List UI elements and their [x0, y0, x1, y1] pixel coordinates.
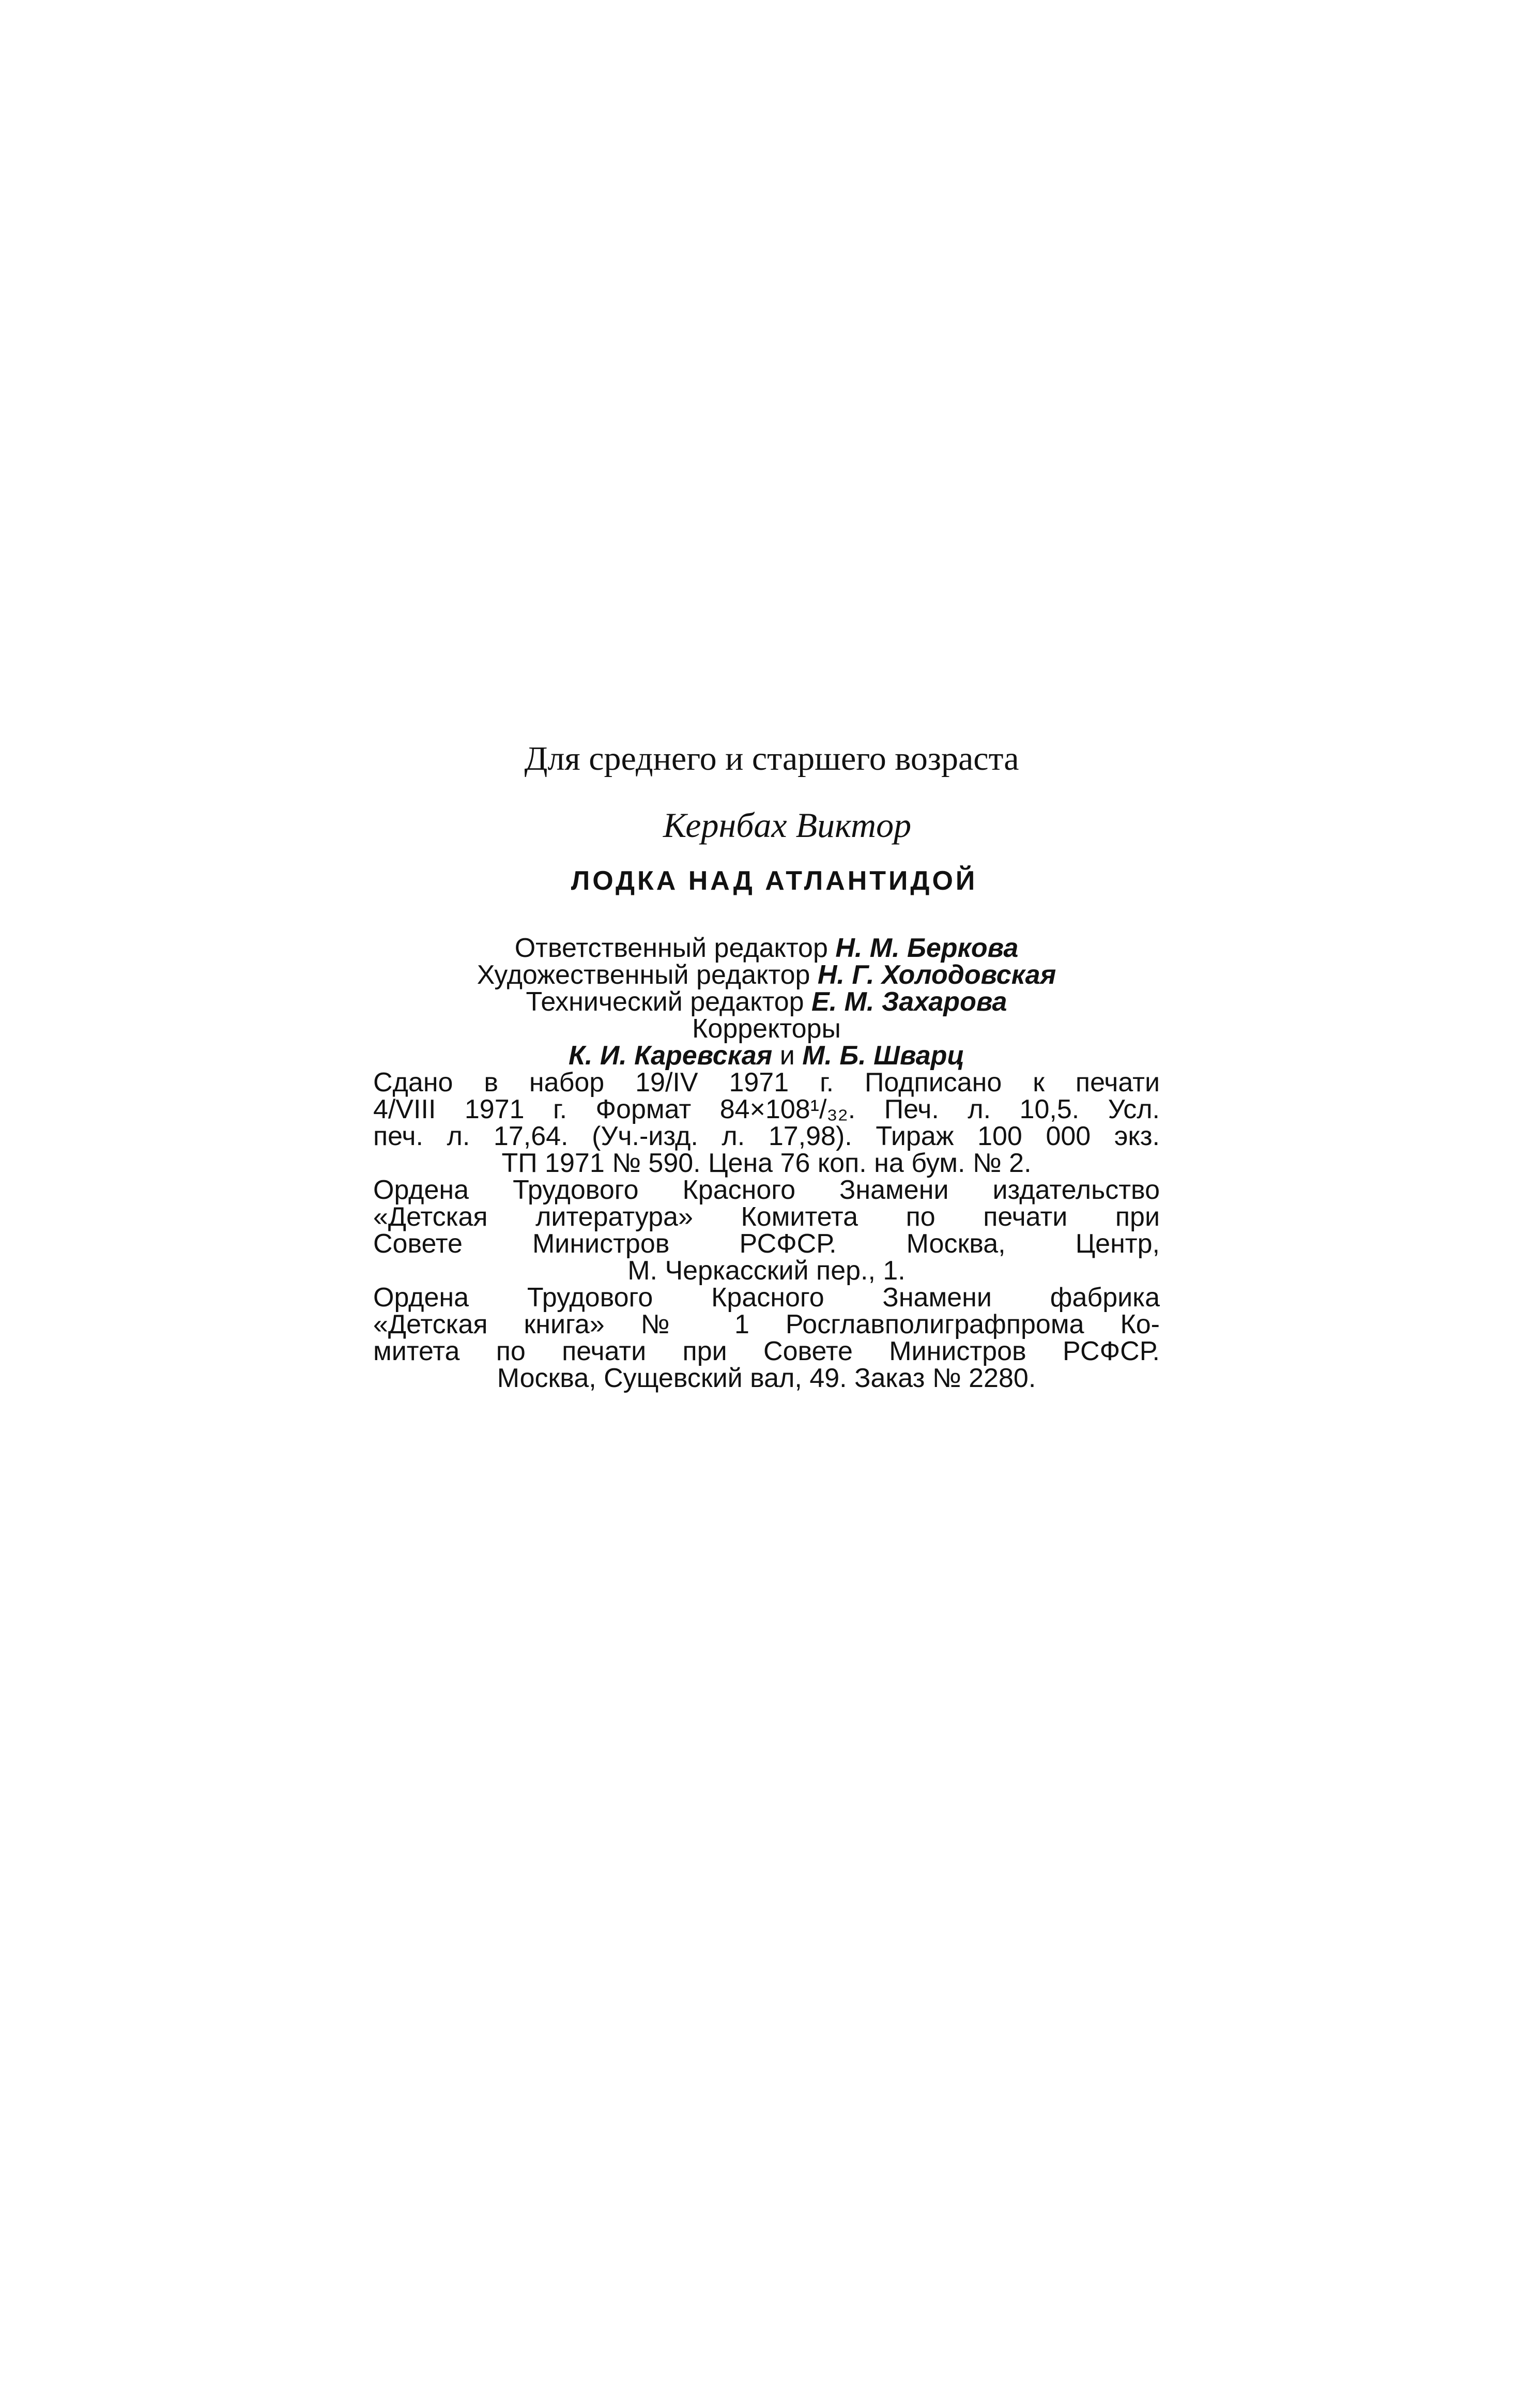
credits-block — [373, 935, 1160, 1392]
art-editor-name: Н. Г. Холодовская — [817, 960, 1056, 990]
printer-line: «Детская книга» № 1 Росглавполиграфпрома Ко- — [373, 1309, 1160, 1339]
publisher-line: Совете Министров РСФСР. Москва, Центр, — [373, 1229, 1160, 1259]
tech-editor-label: Технический редактор — [526, 987, 804, 1017]
editor-line — [373, 935, 1160, 962]
proofreaders-label: Корректоры — [692, 1014, 841, 1044]
art-editor-line — [373, 962, 1160, 988]
print-info-line: 4/VIII 1971 г. Формат 84×108¹/₃₂. Печ. л. 10,5. Усл. — [373, 1094, 1160, 1124]
print-info — [373, 1069, 1160, 1177]
editor-name: Н. М. Беркова — [835, 933, 1019, 963]
proofreader-2: М. Б. Шварц — [802, 1041, 965, 1071]
publisher-line: М. Черкасский пер., 1. — [627, 1256, 906, 1286]
tech-editor-name: Е. М. Захарова — [811, 987, 1007, 1017]
editor-label: Ответственный редактор — [514, 933, 828, 963]
print-info-line: ТП 1971 № 590. Цена 76 коп. на бум. № 2. — [501, 1148, 1032, 1178]
and-conjunction: и — [779, 1041, 795, 1071]
tech-editor-line — [373, 988, 1160, 1015]
printer-info — [373, 1284, 1160, 1392]
printer-line: митета по печати при Совете Министров РСФСР. — [373, 1336, 1160, 1366]
book-title: ЛОДКА НАД АТЛАНТИДОЙ — [571, 866, 978, 896]
publisher-line: Ордена Трудового Красного Знамени издательство — [373, 1175, 1160, 1205]
proofreader-1: К. И. Каревская — [568, 1041, 773, 1071]
printer-line: Москва, Сущевский вал, 49. Заказ № 2280. — [497, 1363, 1036, 1393]
author-name: Кернбах Виктор — [663, 805, 912, 845]
age-recommendation: Для среднего и старшего возраста — [524, 740, 1019, 778]
publisher-info — [373, 1177, 1160, 1284]
printer-line: Ордена Трудового Красного Знамени фабрика — [373, 1283, 1160, 1313]
print-info-line: Сдано в набор 19/IV 1971 г. Подписано к печати — [373, 1068, 1160, 1098]
publisher-line: «Детская литература» Комитета по печати при — [373, 1202, 1160, 1232]
proofreaders-line — [373, 1042, 1160, 1069]
print-info-line: печ. л. 17,64. (Уч.-изд. л. 17,98). Тираж 100 000 экз. — [373, 1121, 1160, 1151]
art-editor-label: Художественный редактор — [477, 960, 810, 990]
colophon — [373, 734, 1160, 1392]
